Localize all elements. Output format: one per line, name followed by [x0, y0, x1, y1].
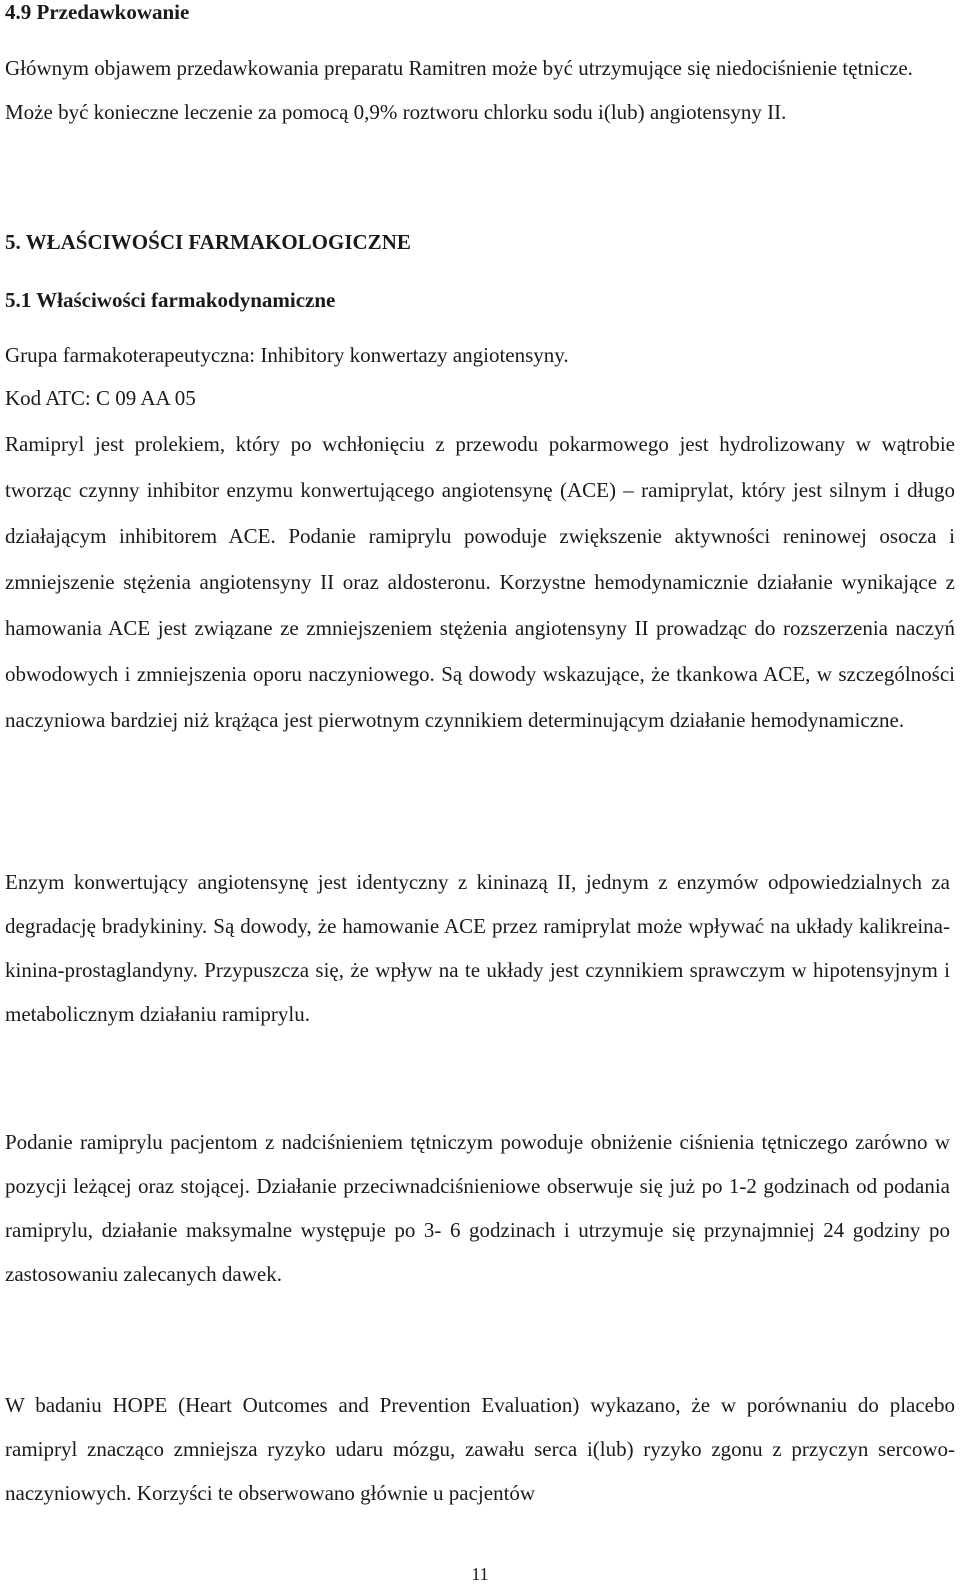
- hope-study-paragraph: W badaniu HOPE (Heart Outcomes and Prevention Evaluation) wykazano, że w porównaniu do placebo ramipryl znacząco zmniejsza ryzyko udaru mózgu, zawału serca i(lub) ryzyko zgonu z przyczyn sercowo-naczyniowych. Korzyści te obserwowano głównie u pacjentów: [5, 1393, 955, 1505]
- section-4-9-heading: 4.9 Przedawkowanie: [5, 0, 190, 24]
- pharmacotherapeutic-group: Grupa farmakoterapeutyczna: Inhibitory konwertazy angiotensyny.: [5, 343, 569, 367]
- mechanism-paragraph: Ramipryl jest prolekiem, który po wchłonięciu z przewodu pokarmowego jest hydrolizowany w wątrobie tworząc czynny inhibitor enzymu konwertującego angiotensynę (ACE) – ramiprylat, który jest silnym i długo działającym inhibitorem ACE. Podanie ramiprylu powoduje zwiększenie aktywności reninowej osocza i zmniejszenie stężenia angiotensyny II oraz aldosteronu. Korzystne hemodynamicznie działanie wynikające z hamowania ACE jest związane ze zmniejszeniem stężenia angiotensyny II prowadząc do rozszerzenia naczyń obwodowych i zmniejszenia oporu naczyniowego. Są dowody wskazujące, że tkankowa ACE, w szczególności naczyniowa bardziej niż krążąca jest pierwotnym czynnikiem determinującym działanie hemodynamiczne.: [5, 432, 955, 732]
- overdose-paragraph: Głównym objawem przedawkowania preparatu Ramitren może być utrzymujące się niedociśnienie tętnicze. Może być konieczne leczenie za pomocą 0,9% roztworu chlorku sodu i(lub) angiotensyny II.: [5, 56, 913, 124]
- enzyme-paragraph: Enzym konwertujący angiotensynę jest identyczny z kininazą II, jednym z enzymów odpowiedzialnych za degradację bradykininy. Są dowody, że hamowanie ACE przez ramiprylat może wpływać na układy kalikreina-kinina-prostaglandyny. Przypuszcza się, że wpływ na te układy jest czynnikiem sprawczym w hipotensyjnym i metabolicznym działaniu ramiprylu.: [5, 870, 950, 1026]
- section-5-1-heading: 5.1 Właściwości farmakodynamiczne: [5, 288, 336, 312]
- section-5-heading: 5. WŁAŚCIWOŚCI FARMAKOLOGICZNE: [5, 230, 411, 254]
- page-number: 11: [471, 1564, 489, 1584]
- atc-code: Kod ATC: C 09 AA 05: [5, 386, 196, 410]
- blood-pressure-paragraph: Podanie ramiprylu pacjentom z nadciśnieniem tętniczym powoduje obniżenie ciśnienia tętniczego zarówno w pozycji leżącej oraz stojącej. Działanie przeciwnadciśnieniowe obserwuje się już po 1-2 godzinach od podania ramiprylu, działanie maksymalne występuje po 3- 6 godzinach i utrzymuje się przynajmniej 24 godziny po zastosowaniu zalecanych dawek.: [5, 1130, 950, 1286]
